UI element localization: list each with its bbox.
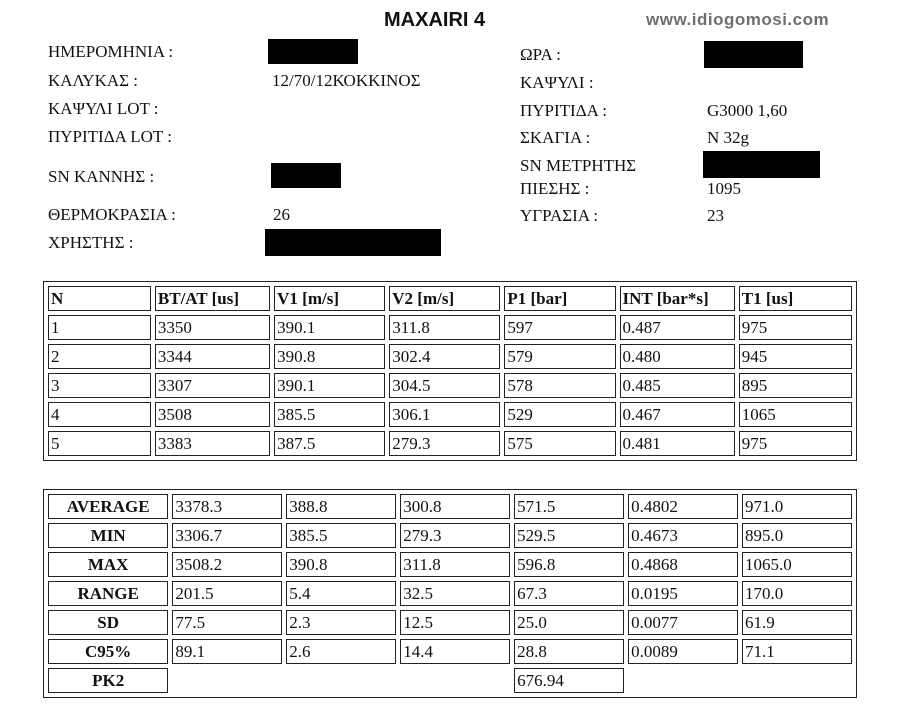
header-cell: V2 [m/s] xyxy=(389,286,500,311)
table-cell: 945 xyxy=(739,344,852,369)
header-cell: INT [bar*s] xyxy=(620,286,735,311)
powder-label: ΠΥΡΙΤΙΔΑ : xyxy=(520,101,607,120)
stats-cell: 0.4673 xyxy=(628,523,738,548)
time-label: ΩΡΑ : xyxy=(520,45,561,64)
stats-cell: 1065.0 xyxy=(742,552,852,577)
stats-row-label: C95% xyxy=(48,639,168,664)
stats-row-min xyxy=(48,523,852,548)
powder-value: G3000 1,60 xyxy=(707,101,788,120)
table-cell: 311.8 xyxy=(389,315,500,340)
table-cell: 1065 xyxy=(739,402,852,427)
stats-row-label: MIN xyxy=(48,523,168,548)
meter-sn-value: 1095 xyxy=(707,179,741,198)
powder-lot-label: ΠΥΡΙΤΙΔΑ LOT : xyxy=(48,127,172,146)
stats-cell: 71.1 xyxy=(742,639,852,664)
table-cell: 385.5 xyxy=(274,402,385,427)
header-cell: V1 [m/s] xyxy=(274,286,385,311)
stats-cell: 25.0 xyxy=(514,610,624,635)
stats-cell: 596.8 xyxy=(514,552,624,577)
stats-cell: 77.5 xyxy=(172,610,282,635)
table-cell: 304.5 xyxy=(389,373,500,398)
empty-cell xyxy=(172,668,510,693)
stats-row-pk2 xyxy=(48,668,852,693)
stats-cell: 3508.2 xyxy=(172,552,282,577)
stats-cell: 385.5 xyxy=(286,523,396,548)
stats-table xyxy=(43,489,857,698)
stats-row-label: RANGE xyxy=(48,581,168,606)
stats-row-sd xyxy=(48,610,852,635)
table-cell: 3307 xyxy=(155,373,270,398)
stats-cell: 0.4802 xyxy=(628,494,738,519)
header-cell: N xyxy=(48,286,151,311)
stats-cell: 201.5 xyxy=(172,581,282,606)
table-cell: 895 xyxy=(739,373,852,398)
table-cell: 387.5 xyxy=(274,431,385,456)
caliber-label: ΚΑΛΥΚΑΣ : xyxy=(48,71,138,90)
stats-cell: 0.4868 xyxy=(628,552,738,577)
table-cell: 1 xyxy=(48,315,151,340)
stats-row-range xyxy=(48,581,852,606)
redacted-user xyxy=(265,229,441,256)
stats-cell: 571.5 xyxy=(514,494,624,519)
stats-cell: 895.0 xyxy=(742,523,852,548)
table-cell: 975 xyxy=(739,431,852,456)
stats-row-label: SD xyxy=(48,610,168,635)
stats-cell: 0.0077 xyxy=(628,610,738,635)
table-row xyxy=(48,431,852,456)
temperature-value: 26 xyxy=(273,205,290,224)
stats-cell: 3378.3 xyxy=(172,494,282,519)
wad-lot-label: ΚΑΨΥΛΙ LOT : xyxy=(48,99,159,118)
stats-cell: 12.5 xyxy=(400,610,510,635)
shot-value: N 32g xyxy=(707,128,750,147)
pk2-label: PK2 xyxy=(48,668,168,693)
table-row xyxy=(48,344,852,369)
meter-sn-label-line2: ΠΙΕΣΗΣ : xyxy=(520,179,590,198)
stats-cell: 28.8 xyxy=(514,639,624,664)
table-cell: 390.1 xyxy=(274,315,385,340)
stats-cell: 32.5 xyxy=(400,581,510,606)
barrel-sn-label: SN ΚΑΝΝΗΣ : xyxy=(48,167,155,186)
table-cell: 529 xyxy=(504,402,615,427)
stats-cell: 971.0 xyxy=(742,494,852,519)
empty-cell xyxy=(628,668,852,693)
table-cell: 0.485 xyxy=(620,373,735,398)
stats-cell: 311.8 xyxy=(400,552,510,577)
stats-cell: 67.3 xyxy=(514,581,624,606)
table-cell: 575 xyxy=(504,431,615,456)
table-row xyxy=(48,373,852,398)
table-cell: 279.3 xyxy=(389,431,500,456)
stats-row-c95 xyxy=(48,639,852,664)
table-cell: 3508 xyxy=(155,402,270,427)
table-cell: 579 xyxy=(504,344,615,369)
stats-row-average xyxy=(48,494,852,519)
stats-row-max xyxy=(48,552,852,577)
temperature-label: ΘΕΡΜΟΚΡΑΣΙΑ : xyxy=(48,205,176,224)
stats-cell: 529.5 xyxy=(514,523,624,548)
redacted-time xyxy=(704,41,803,68)
stats-cell: 170.0 xyxy=(742,581,852,606)
stats-cell: 279.3 xyxy=(400,523,510,548)
table-cell: 306.1 xyxy=(389,402,500,427)
stats-cell: 0.0195 xyxy=(628,581,738,606)
table-cell: 3 xyxy=(48,373,151,398)
table-cell: 390.8 xyxy=(274,344,385,369)
table-row xyxy=(48,315,852,340)
table-cell: 578 xyxy=(504,373,615,398)
redacted-meter-sn xyxy=(703,151,820,178)
stats-cell: 300.8 xyxy=(400,494,510,519)
table-cell: 3383 xyxy=(155,431,270,456)
stats-cell: 388.8 xyxy=(286,494,396,519)
table-cell: 5 xyxy=(48,431,151,456)
table-cell: 0.480 xyxy=(620,344,735,369)
table-row xyxy=(48,402,852,427)
table-cell: 975 xyxy=(739,315,852,340)
stats-cell: 390.8 xyxy=(286,552,396,577)
header-cell: P1 [bar] xyxy=(504,286,615,311)
stats-cell: 3306.7 xyxy=(172,523,282,548)
table-cell: 597 xyxy=(504,315,615,340)
date-label: ΗΜΕΡΟΜΗΝΙΑ : xyxy=(48,42,174,61)
table-cell: 0.481 xyxy=(620,431,735,456)
stats-cell: 2.3 xyxy=(286,610,396,635)
stats-cell: 61.9 xyxy=(742,610,852,635)
wad-label: ΚΑΨΥΛΙ : xyxy=(520,73,594,92)
table-cell: 0.467 xyxy=(620,402,735,427)
humidity-label: ΥΓΡΑΣΙΑ : xyxy=(520,206,599,225)
stats-cell: 2.6 xyxy=(286,639,396,664)
stats-cell: 14.4 xyxy=(400,639,510,664)
header-cell: T1 [us] xyxy=(739,286,852,311)
shots-table-header-row xyxy=(48,286,852,311)
pk2-value: 676.94 xyxy=(514,668,624,693)
header-cell: BT/AT [us] xyxy=(155,286,270,311)
meter-sn-label-line1: SN ΜΕΤΡΗΤΗΣ xyxy=(520,156,637,175)
stats-cell: 0.0089 xyxy=(628,639,738,664)
table-cell: 302.4 xyxy=(389,344,500,369)
stats-cell: 89.1 xyxy=(172,639,282,664)
table-cell: 0.487 xyxy=(620,315,735,340)
table-cell: 3350 xyxy=(155,315,270,340)
stats-row-label: MAX xyxy=(48,552,168,577)
table-cell: 3344 xyxy=(155,344,270,369)
table-cell: 390.1 xyxy=(274,373,385,398)
caliber-value: 12/70/12ΚΟΚΚΙΝΟΣ xyxy=(272,71,421,90)
watermark: www.idiogomosi.com xyxy=(646,10,830,29)
user-label: ΧΡΗΣΤΗΣ : xyxy=(48,233,134,252)
shot-label: ΣΚΑΓΙΑ : xyxy=(520,128,591,147)
redacted-barrel-sn xyxy=(271,163,341,188)
stats-row-label: AVERAGE xyxy=(48,494,168,519)
page-title: MAXAIRI 4 xyxy=(384,9,486,31)
humidity-value: 23 xyxy=(707,206,724,225)
redacted-date xyxy=(268,39,358,64)
table-cell: 2 xyxy=(48,344,151,369)
stats-cell: 5.4 xyxy=(286,581,396,606)
table-cell: 4 xyxy=(48,402,151,427)
shots-table xyxy=(43,281,857,461)
